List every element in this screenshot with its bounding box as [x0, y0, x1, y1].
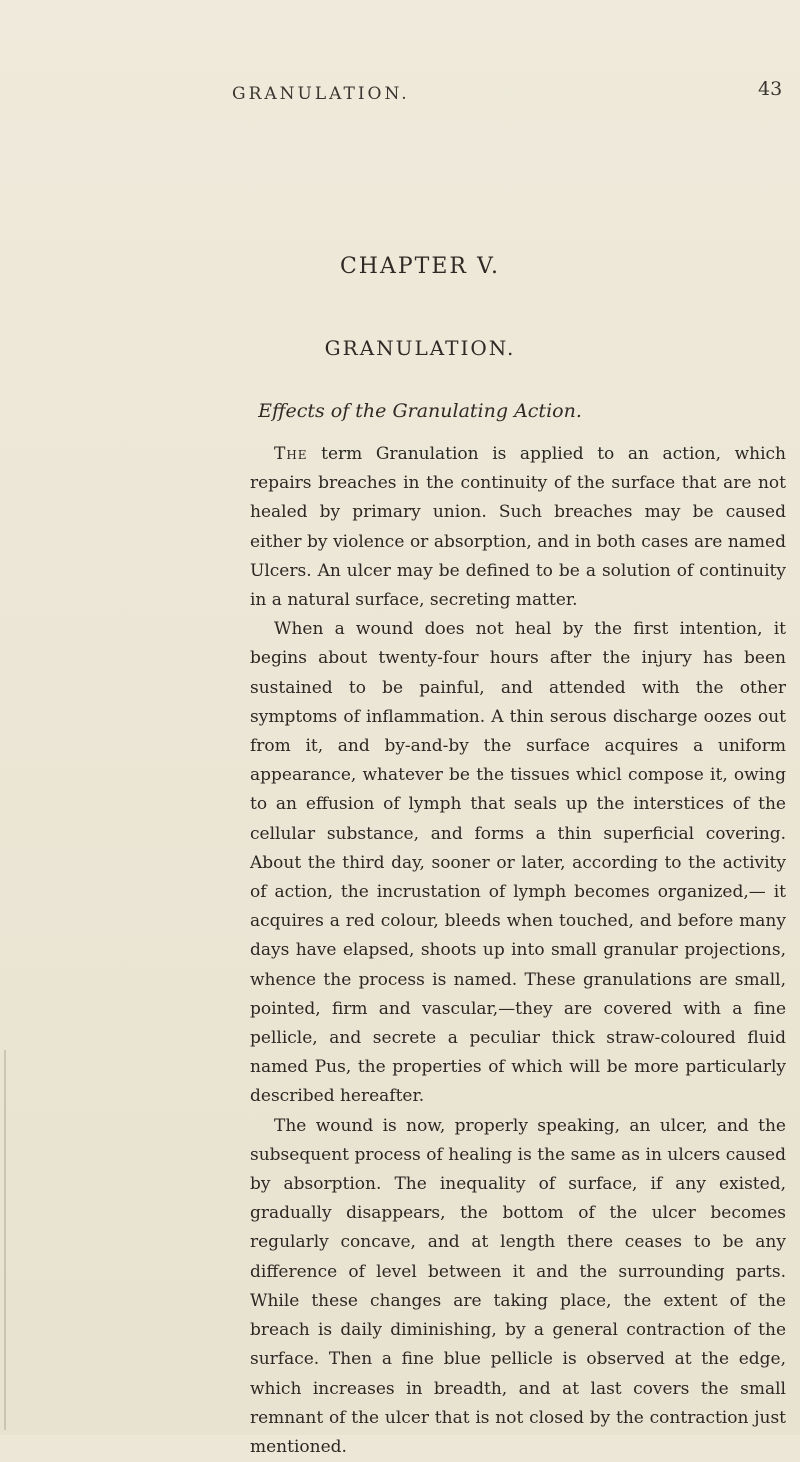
paragraph-text: The wound is now, properly speaking, an ulcer, and the subsequent process of healing is the same as in ulcers caused by absorption. The inequality of surface, if any existed, gradually disappears, the bottom of the ulcer becomes regularly concave, and at length there ceases to be any difference of level between it and the surrounding parts. While these changes are taking place, the extent of the breach is daily diminishing, by a general contraction of the surface. Then a fine blue pellicle is observed at the edge, which increases in breadth, and at last covers the small remnant of the ulcer that is not closed by the contraction just mentioned.	[250, 1115, 786, 1457]
section-subtitle: Effects of the Granulating Action.	[258, 400, 582, 422]
paragraph-1	[250, 440, 786, 615]
running-header	[0, 78, 800, 108]
paragraph-lead: The	[274, 444, 308, 464]
paragraph-2	[250, 615, 786, 1111]
paragraph-text: When a wound does not heal by the first intention, it begins about twenty-four hours after the injury has been sustained to be painful, and attended with the other symptoms of inflammation. A thin serous discharge oozes out from it, and by-and-by the surface acquires a uniform appearance, whatever be the tissues whicl compose it, owing to an effusion of lymph that seals up the interstices of the cellular substance, and forms a thin superficial covering. About the third day, sooner or later, according to the activity of action, the incrustation of lymph becomes organized,— it acquires a red colour, bleeds when touched, and before many days have elapsed, shoots up into small granular projections, whence the process is named. These granulations are small, pointed, firm and vascular,—they are covered with a fine pellicle, and secrete a peculiar thick straw-coloured fluid named Pus, the properties of which will be more particularly described hereafter.	[250, 619, 786, 1107]
body-text	[250, 440, 786, 1462]
paragraph-text: term Granulation is applied to an action, which repairs breaches in the continuity of the surface that are not healed by primary union. Such breaches may be caused either by violence or absorption, and in both cases are named Ulcers. An ulcer may be defined to be a solution of continuity in a natural surface, secreting matter.	[250, 444, 786, 611]
running-title: GRANULATION.	[232, 84, 410, 104]
page-edge-shadow	[4, 1050, 6, 1430]
paragraph-3	[250, 1112, 786, 1462]
page-number: 43	[758, 78, 783, 100]
chapter-label: CHAPTER V.	[339, 254, 501, 279]
chapter-title: GRANULATION.	[324, 336, 516, 360]
